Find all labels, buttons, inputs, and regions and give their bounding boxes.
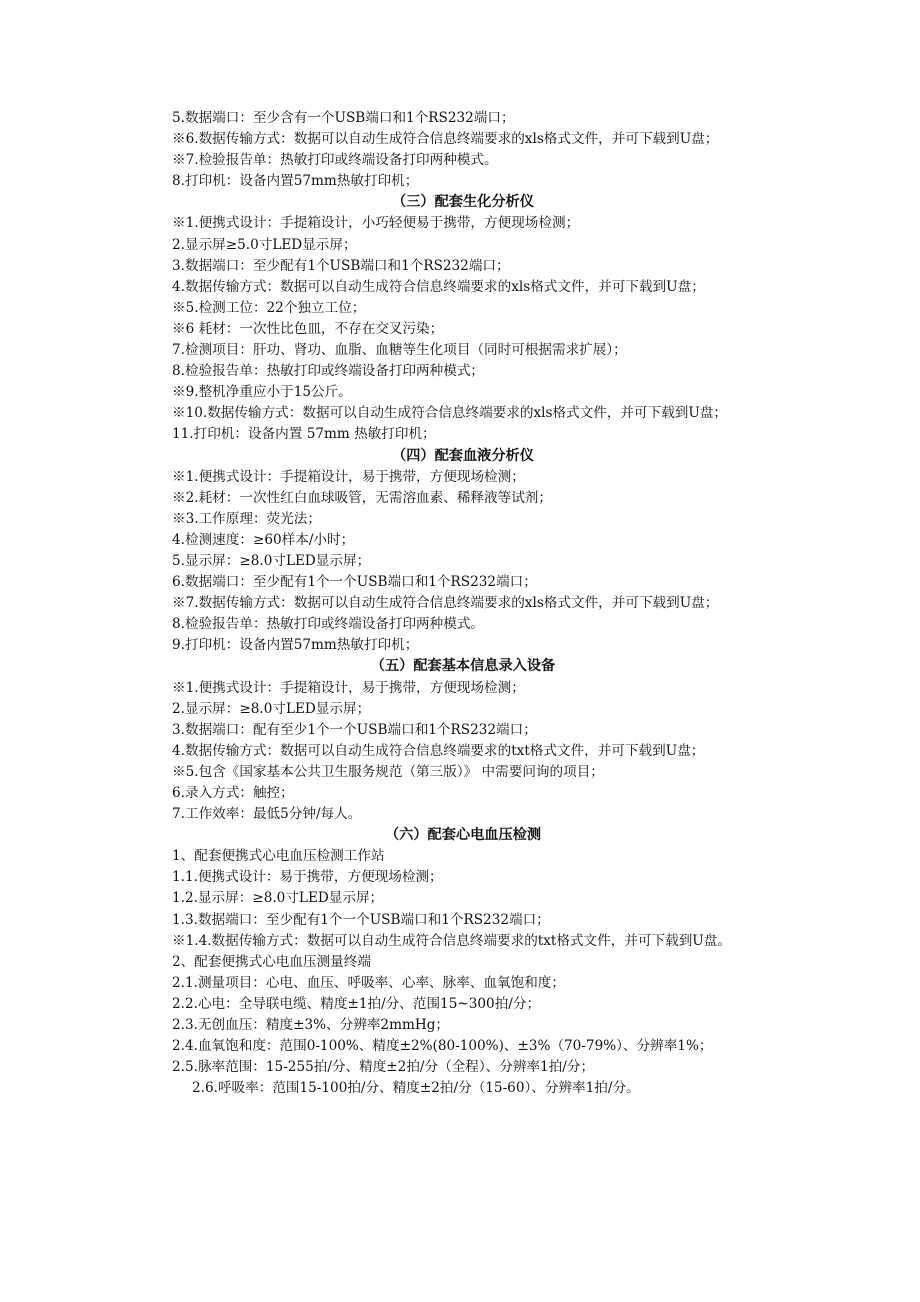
spec-item: ※3.工作原理：荧光法； [172, 510, 321, 527]
spec-item: 1、配套便携式心电血压检测工作站 [172, 848, 385, 865]
spec-item: 4.数据传输方式：数据可以自动生成符合信息终端要求的xls格式文件，并可下载到U盘； [172, 278, 705, 295]
spec-item: ※7.数据传输方式：数据可以自动生成符合信息终端要求的xls格式文件，并可下载到U盘； [172, 595, 719, 612]
spec-item: 6.录入方式：触控； [172, 785, 294, 801]
spec-item: 1.3.数据端口：至少配有1个一个USB端口和1个RS232端口； [172, 911, 550, 928]
spec-item: 7.检测项目：肝功、肾功、血脂、血糖等生化项目（同时可根据需求扩展）； [172, 342, 627, 359]
spec-item: ※6.数据传输方式：数据可以自动生成符合信息终端要求的xls格式文件，并可下载到U盘； [172, 131, 719, 148]
spec-item: ※5.包含《国家基本公共卫生服务规范（第三版）》 中需要问询的项目； [172, 763, 604, 780]
spec-item: 3.数据端口：至少配有1个USB端口和1个RS232端口； [172, 257, 510, 274]
spec-item: 5.数据端口：至少含有一个USB端口和1个RS232端口； [172, 110, 515, 126]
spec-item: 8.检验报告单：热敏打印或终端设备打印两种模式。 [172, 616, 485, 633]
spec-item: ※9.整机净重应小于15公斤。 [172, 384, 352, 401]
spec-item: 11.打印机：设备内置 57mm 热敏打印机； [172, 426, 436, 443]
spec-item: 2.2.心电：全导联电缆、精度±1拍/分、范围15~300拍/分； [172, 995, 541, 1012]
spec-item: 2.6.呼吸率：范围15-100拍/分、精度±2拍/分（15-60）、分辨率1拍/分。 [192, 1080, 640, 1097]
spec-item: 5.显示屏：≥8.0寸LED显示屏； [172, 552, 371, 569]
spec-item: 3.数据端口：配有至少1个一个USB端口和1个RS232端口； [172, 721, 537, 738]
spec-item: ※1.便携式设计：手提箱设计，小巧轻便易于携带，方便现场检测； [172, 215, 580, 232]
section-heading: （三）配套生化分析仪 [392, 194, 534, 211]
spec-item: ※5.检测工位：22个独立工位； [172, 299, 366, 316]
spec-item: 8.检验报告单：热敏打印或终端设备打印两种模式； [172, 363, 485, 380]
document-body [140, 108, 786, 1099]
spec-item: ※1.便携式设计：手提箱设计，易于携带，方便现场检测； [172, 468, 525, 485]
spec-item: ※7.检验报告单：热敏打印或终端设备打印两种模式。 [172, 152, 498, 169]
spec-item: 1.1.便携式设计：易于携带，方便现场检测； [172, 869, 443, 886]
spec-item: 6.数据端口：至少配有1个一个USB端口和1个RS232端口； [172, 574, 537, 591]
spec-item: 2.3.无创血压：精度±3%、分辨率2mmHg； [172, 1017, 450, 1034]
spec-item: 2.5.脉率范围：15-255拍/分、精度±2拍/分（全程）、分辨率1拍/分； [172, 1059, 595, 1076]
spec-item: 7.工作效率：最低5分钟/每人。 [172, 806, 362, 823]
spec-item: 2.1.测量项目：心电、血压、呼吸率、心率、脉率、血氧饱和度； [172, 974, 565, 991]
spec-item: ※2.耗材：一次性红白血球吸管，无需溶血素、稀释液等试剂； [172, 489, 552, 506]
spec-item: ※6 耗材：一次性比色皿，不存在交叉污染； [172, 320, 444, 337]
spec-item: 1.2.显示屏：≥8.0寸LED显示屏； [172, 890, 384, 907]
spec-item: 8.打印机：设备内置57mm热敏打印机； [172, 173, 419, 190]
spec-item: 4.数据传输方式：数据可以自动生成符合信息终端要求的txt格式文件，并可下载到U盘； [172, 742, 705, 759]
section-heading: （六）配套心电血压检测 [384, 827, 542, 844]
spec-item: 2.4.血氧饱和度：范围0-100%、精度±2%(80-100%)、±3%（70-79%）、分辨率1%； [172, 1038, 713, 1055]
section-heading: （四）配套血液分析仪 [392, 447, 534, 464]
spec-item: 9.打印机：设备内置57mm热敏打印机； [172, 637, 419, 654]
spec-item: ※1.4.数据传输方式：数据可以自动生成符合信息终端要求的txt格式文件，并可下载到U盘。 [172, 932, 731, 949]
spec-item: ※1.便携式设计：手提箱设计，易于携带，方便现场检测； [172, 679, 525, 696]
spec-item: 4.检测速度：≥60样本/小时； [172, 531, 355, 548]
spec-item: 2、配套便携式心电血压测量终端 [172, 953, 371, 970]
section-heading: （五）配套基本信息录入设备 [370, 658, 556, 675]
spec-item: 2.显示屏≥5.0寸LED显示屏； [172, 236, 357, 253]
spec-item: ※10.数据传输方式：数据可以自动生成符合信息终端要求的xls格式文件，并可下载到U盘； [172, 405, 728, 422]
spec-item: 2.显示屏：≥8.0寸LED显示屏； [172, 700, 371, 717]
